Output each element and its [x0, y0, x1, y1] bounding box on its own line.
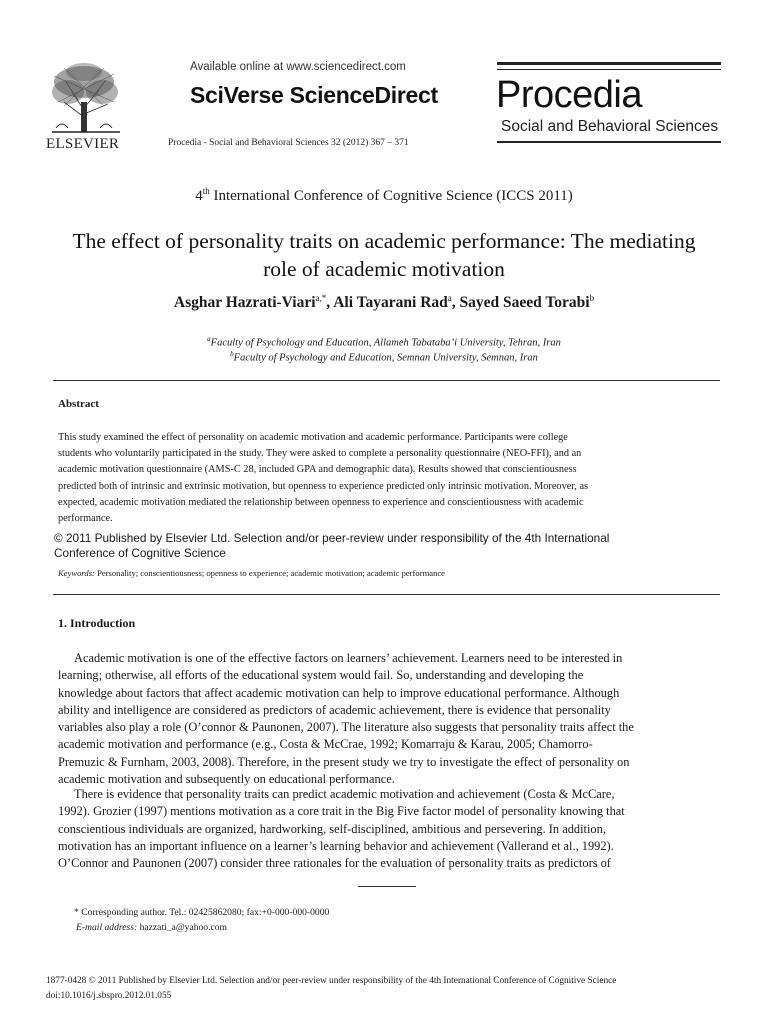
abstract-top-rule	[53, 380, 720, 381]
affiliation-text: Faculty of Psychology and Education, Semnan University, Semnan, Iran	[233, 352, 538, 364]
journal-reference: Procedia - Social and Behavioral Sciences 32 (2012) 367 – 371	[168, 138, 409, 148]
section-heading-introduction: 1. Introduction	[58, 616, 136, 630]
copyright-line: Conference of Cognitive Science	[54, 546, 226, 560]
paper-title: The effect of personality traits on academic performance: The mediating role of academic motivation	[72, 229, 696, 281]
affiliation-mark: a	[207, 335, 211, 343]
affiliation	[0, 335, 768, 349]
abstract-line: academic motivation questionnaire (AMS-C 28, included GPA and demographic data). Results showed that conscientiousness	[58, 464, 577, 476]
abstract-bottom-rule	[53, 594, 720, 595]
doi-line: doi:10.1016/j.sbspro.2012.01.055	[46, 991, 172, 1001]
corresponding-author-footnote: * Corresponding author. Tel.: 02425862080; fax:+0-000-000-0000	[74, 907, 330, 918]
author-name: Asghar Hazrati-Viari	[173, 294, 316, 312]
text-line: variables also play a role (O’connor & Paunonen, 2007). The literature also suggests that personality traits affect the	[58, 720, 634, 735]
copyright-notice	[54, 531, 704, 561]
sciverse-sciencedirect-logo: SciVerse ScienceDirect	[190, 82, 438, 108]
copyright-line: © 2011 Published by Elsevier Ltd. Selection and/or peer-review under responsibility of the 4th International	[54, 531, 610, 545]
procedia-logo-subtitle: Social and Behavioral Sciences	[501, 118, 719, 135]
author-affiliation-mark: b	[589, 293, 595, 303]
intro-paragraph-1	[58, 650, 718, 788]
abstract-line: performance.	[58, 513, 113, 525]
text-line: O’Connor and Paunonen (2007) consider three rationales for the evaluation of personality traits as predictors of	[58, 856, 611, 871]
procedia-rule-bottom	[497, 141, 721, 143]
author-list: Asghar Hazrati-Viari$^{a,*}$, Ali Tayarani Rad$^a$, Sayed Saeed Torabi$^b$	[173, 293, 595, 312]
conference-name: International Conference of Cognitive Science (ICCS 2011)	[209, 188, 573, 204]
author-name: Sayed Saeed Torabi	[459, 294, 590, 312]
text-line: academic motivation and subsequently on educational performance.	[58, 772, 395, 787]
abstract-line: This study examined the effect of personality on academic motivation and academic performance. Participants were college	[58, 432, 568, 443]
text-line: conscientious individuals are organized, hardworking, self-disciplined, ambitious and persevering. In addition,	[58, 821, 606, 836]
author-name: Ali Tayarani Rad	[333, 294, 448, 312]
text-line: academic motivation and performance (e.g., Costa & McCrae, 1992; Komarraju & Karau, 2005; Chamorro-	[58, 737, 593, 752]
abstract-heading: Abstract	[58, 398, 99, 410]
email-address: hazzati_a@yahoo.com	[137, 922, 228, 933]
keywords-label: Keywords:	[58, 568, 95, 578]
keywords	[58, 568, 445, 578]
abstract-line: predicted both of intrinsic and extrinsic motivation, but openness to experience predicted only intrinsic motivation. Moreover, as	[58, 480, 589, 492]
footnote-separator	[358, 886, 416, 887]
procedia-rule-top	[497, 62, 721, 65]
conference-line	[0, 186, 768, 205]
procedia-logo-title: Procedia	[496, 74, 642, 116]
text-line: learning; otherwise, all efforts of the educational system would fail. So, understanding and developing the	[58, 668, 584, 683]
text-line: ability and intelligence are considered as predictors of academic achievement, there is evidence that personality	[58, 702, 611, 717]
text-line: Academic motivation is one of the effective factors on learners’ achievement. Learners need to be interested in	[74, 651, 623, 665]
publisher-name: ELSEVIER	[46, 136, 120, 152]
abstract-body	[58, 430, 718, 527]
affiliation-mark: b	[230, 350, 234, 358]
procedia-rule-top-thin	[497, 69, 721, 70]
author-affiliation-mark: a,*	[315, 293, 327, 303]
abstract-line: expected, academic motivation mediated the relationship between openness to experience and conscientiousness with academic	[58, 496, 584, 508]
affiliation-text: Faculty of Psychology and Education, Allameh Tabataba’i University, Tehran, Iran	[210, 337, 561, 349]
text-line: There is evidence that personality traits can predict academic motivation and achievement (Costa & McCare,	[74, 787, 615, 801]
intro-paragraph-2	[58, 786, 718, 872]
conference-number: 4	[195, 188, 203, 204]
text-line: motivation has an important influence on a learner’s learning behavior and achievement (Vallerand et al., 1992).	[58, 838, 614, 853]
available-online-text: Available online at www.sciencedirect.com	[190, 61, 406, 73]
email-label: E-mail address:	[76, 922, 138, 933]
affiliation	[0, 350, 768, 364]
issn-copyright-line: 1877-0428 © 2011 Published by Elsevier Ltd. Selection and/or peer-review under responsibility of the 4th International Conference of Cognitive Science	[46, 976, 617, 986]
keywords-text: Personality; conscientiousness; openness to experience; academic motivation; academic performance	[94, 568, 445, 578]
text-line: 1992). Grozier (1997) mentions motivation as a core trait in the Big Five factor model of personality knowing that	[58, 804, 625, 819]
author-affiliation-mark: a	[447, 293, 452, 303]
email-footnote	[76, 922, 227, 933]
text-line: Premuzic & Furnham, 2003, 2008). Therefore, in the present study we try to investigate the effect of personality on	[58, 754, 630, 769]
abstract-line: students who voluntarily participated in the study. They were asked to complete a personality questionnaire (NEO-FFI), and an	[58, 448, 582, 460]
text-line: knowledge about factors that affect academic motivation can help to improve educational performance. Although	[58, 685, 620, 700]
conference-ordinal: th	[202, 186, 210, 196]
